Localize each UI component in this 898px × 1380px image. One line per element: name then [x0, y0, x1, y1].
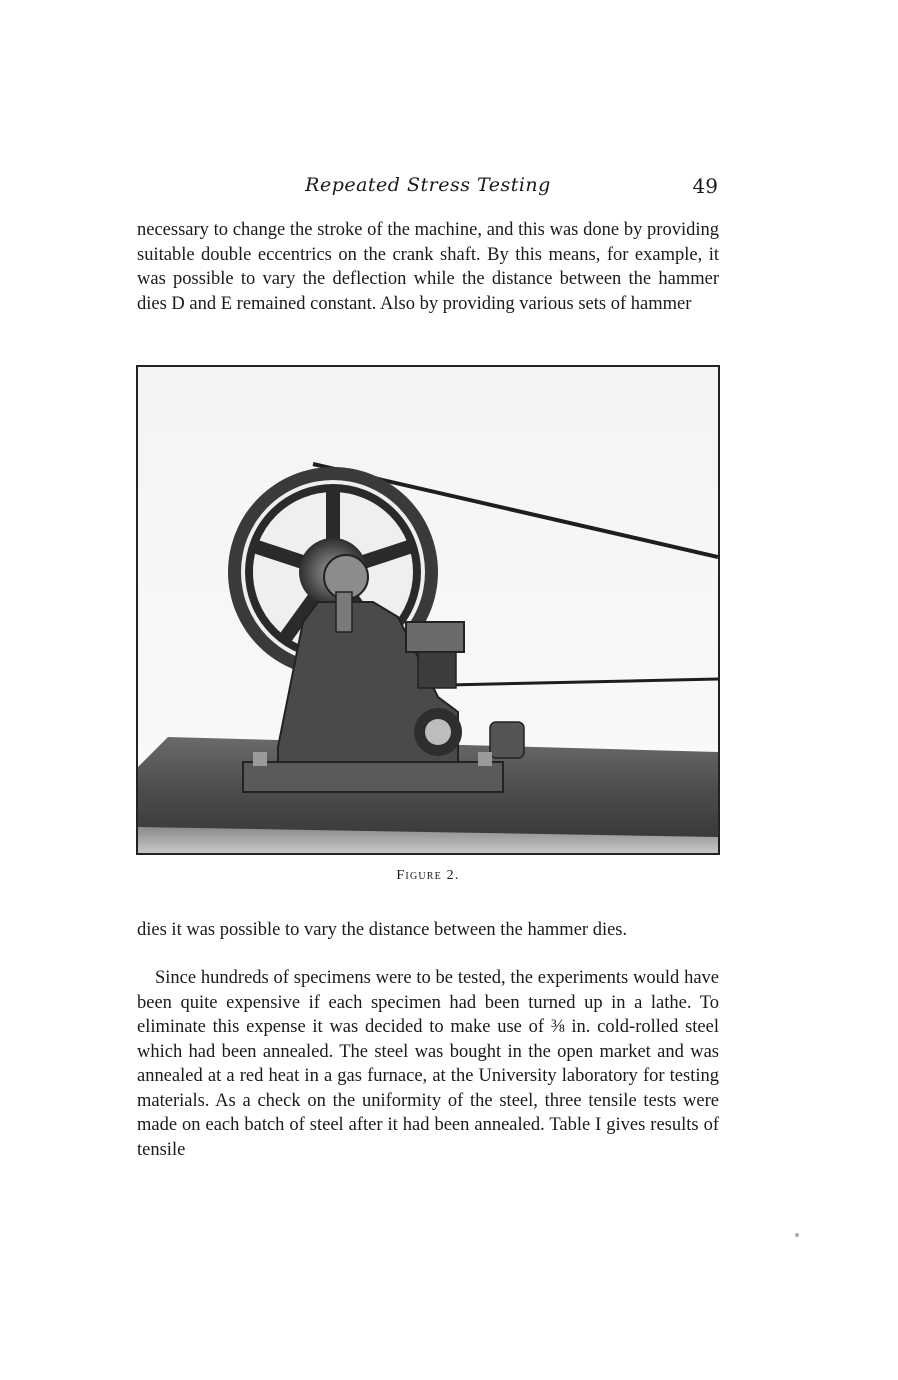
page-number: 49	[692, 174, 718, 198]
lower-pulley-hub	[425, 719, 451, 745]
paragraph-top: necessary to change the stroke of the machine, and this was done by providing suitable double eccentrics on the crank shaft. By this means, for example, it was possible to vary the deflection while the distance between the hammer dies D and E remained constant. Also by providing various sets of hammer	[137, 220, 719, 314]
running-title: Repeated Stress Testing	[305, 174, 551, 196]
running-head	[138, 172, 718, 202]
base-bolt-left	[253, 752, 267, 766]
figure-caption: Figure 2.	[396, 868, 460, 883]
machine-photo	[138, 367, 718, 853]
paragraph-continued: dies it was possible to vary the distance between the hammer dies.	[137, 920, 628, 940]
hammer-die-support	[418, 652, 456, 688]
hammer-die-block	[406, 622, 464, 652]
paragraph-main: Since hundreds of specimens were to be tested, the experiments would have been quite expensive if each specimen had been turned up in a lathe. To eliminate this expense it was decided to make use of ⅜ in. cold-rolled steel which had been annealed. The steel was bought in the open market and was annealed at a red heat in a gas furnace, at the University laboratory for testing materials. As a check on the uniformity of the steel, three tensile tests were made on each batch of steel after it had been annealed. Table I gives results of tensile	[137, 968, 719, 1160]
figure-photograph	[136, 365, 720, 855]
machine-base	[243, 762, 503, 792]
base-bolt-right	[478, 752, 492, 766]
print-speck	[795, 1233, 799, 1237]
connecting-rod	[336, 592, 352, 632]
side-counter	[490, 722, 524, 758]
